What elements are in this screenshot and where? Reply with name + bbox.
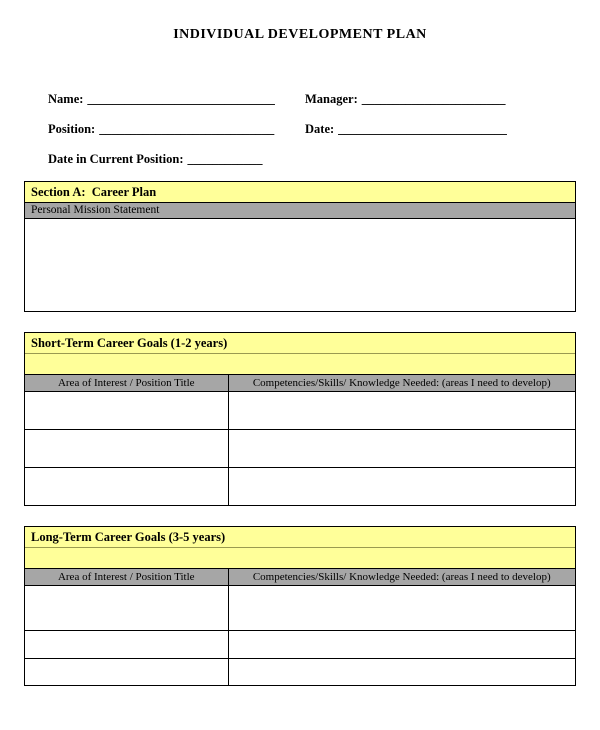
position-label: Position:	[48, 122, 96, 136]
table-cell-area-of-interest[interactable]	[25, 430, 229, 467]
short-term-header-spacer	[25, 353, 575, 374]
long-term-header-spacer	[25, 547, 575, 568]
table-row	[25, 585, 575, 630]
table-cell-competencies[interactable]	[229, 586, 576, 630]
table-cell-competencies[interactable]	[229, 468, 576, 505]
mission-statement-input-area[interactable]	[25, 218, 575, 311]
name-label: Name:	[48, 92, 84, 106]
column-header-area-of-interest: Area of Interest / Position Title	[25, 375, 229, 391]
long-term-goals-table	[24, 526, 576, 686]
table-row	[25, 658, 575, 685]
header-form	[48, 89, 552, 169]
table-cell-competencies[interactable]	[229, 392, 576, 429]
form-row-3	[48, 149, 552, 169]
short-term-goals-header: Short-Term Career Goals (1-2 years)	[25, 333, 575, 353]
table-cell-area-of-interest[interactable]	[25, 586, 229, 630]
short-term-goals-table	[24, 332, 576, 506]
table-row	[25, 467, 575, 505]
table-cell-competencies[interactable]	[229, 430, 576, 467]
personal-mission-statement-header: Personal Mission Statement	[25, 202, 575, 218]
table-cell-area-of-interest[interactable]	[25, 468, 229, 505]
position-field	[48, 119, 305, 139]
manager-field	[305, 89, 506, 109]
column-header-area-of-interest: Area of Interest / Position Title	[25, 569, 229, 585]
date-label: Date:	[305, 122, 335, 136]
column-header-competencies: Competencies/Skills/ Knowledge Needed: (areas I need to develop)	[252, 377, 551, 389]
long-term-column-headers	[25, 568, 575, 585]
date-in-current-position-field	[48, 149, 263, 169]
long-term-goals-header: Long-Term Career Goals (3-5 years)	[25, 527, 575, 547]
table-cell-area-of-interest[interactable]	[25, 631, 229, 658]
form-row-1	[48, 89, 552, 109]
date-blank[interactable]: ___________________________	[338, 122, 507, 136]
date-in-current-position-blank[interactable]: ____________	[187, 152, 263, 166]
section-a-header: Section A: Career Plan	[25, 182, 575, 202]
date-field	[305, 119, 507, 139]
document-title: INDIVIDUAL DEVELOPMENT PLAN	[173, 27, 427, 42]
table-row	[25, 429, 575, 467]
manager-label: Manager:	[305, 92, 358, 106]
name-blank[interactable]: ______________________________	[87, 92, 275, 106]
table-row	[25, 630, 575, 658]
section-a-table	[24, 181, 576, 312]
table-cell-area-of-interest[interactable]	[25, 659, 229, 685]
manager-blank[interactable]: _______________________	[361, 92, 506, 106]
table-row	[25, 391, 575, 429]
form-row-2	[48, 119, 552, 139]
date-in-current-position-label: Date in Current Position:	[48, 152, 184, 166]
column-header-competencies: Competencies/Skills/ Knowledge Needed: (areas I need to develop)	[252, 571, 551, 583]
name-field	[48, 89, 305, 109]
table-cell-competencies[interactable]	[229, 631, 576, 658]
position-blank[interactable]: ____________________________	[99, 122, 275, 136]
table-cell-area-of-interest[interactable]	[25, 392, 229, 429]
short-term-column-headers	[25, 374, 575, 391]
table-cell-competencies[interactable]	[229, 659, 576, 685]
